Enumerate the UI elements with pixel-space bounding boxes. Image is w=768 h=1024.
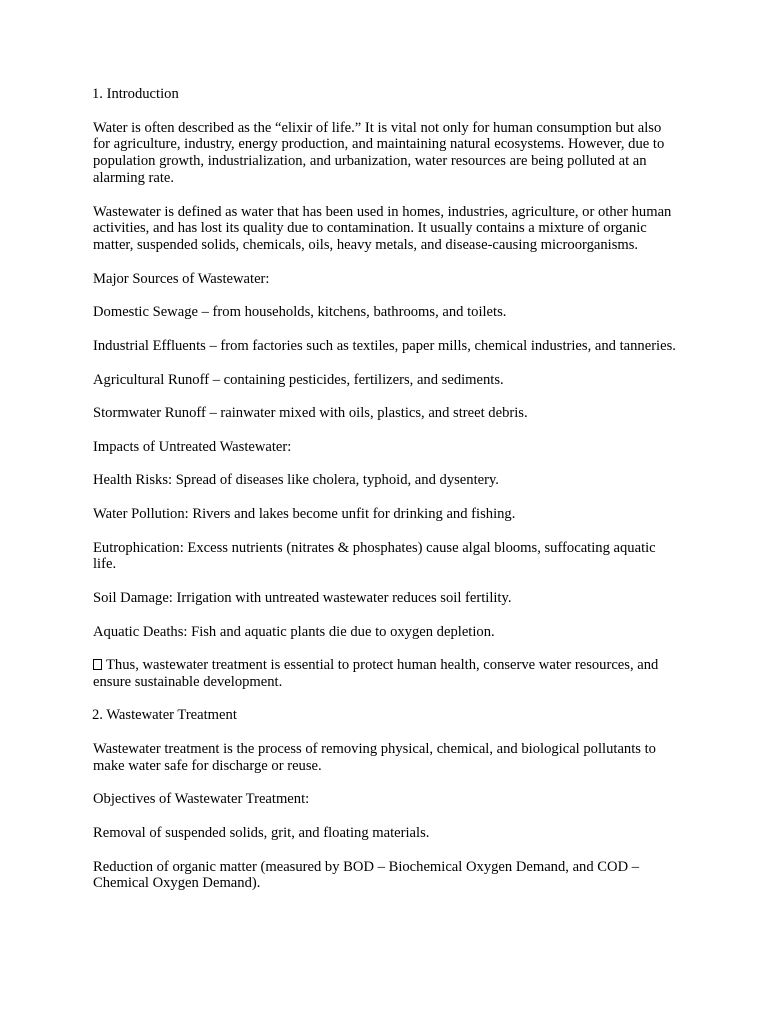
impact-item: Soil Damage: Irrigation with untreated wastewater reduces soil fertility. [93,589,512,606]
objective-item: Reduction of organic matter (measured by BOD – Biochemical Oxygen Demand, and COD – Chemical Oxygen Demand). [93,858,640,892]
impacts-heading: Impacts of Untreated Wastewater: [93,438,292,455]
source-item: Domestic Sewage – from households, kitchens, bathrooms, and toilets. [93,304,507,321]
conclusion-text: Thus, wastewater treatment is essential to protect human health, conserve water resources, and ensure sustainable development. [93,657,659,690]
source-item: Agricultural Runoff – containing pesticides, fertilizers, and sediments. [93,371,504,388]
sources-heading: Major Sources of Wastewater: [93,270,270,287]
impact-item: Aquatic Deaths: Fish and aquatic plants die due to oxygen depletion. [93,623,495,640]
impact-item: Health Risks: Spread of diseases like cholera, typhoid, and dysentery. [93,472,499,489]
conclusion-paragraph [93,657,678,691]
source-item: Stormwater Runoff – rainwater mixed with oils, plastics, and street debris. [93,405,528,422]
source-item: Industrial Effluents – from factories such as textiles, paper mills, chemical industries, and tanneries. [93,337,676,354]
section-heading-introduction: 1. Introduction [92,86,179,102]
impact-item: Eutrophication: Excess nutrients (nitrates & phosphates) cause algal blooms, suffocating aquatic life. [93,539,656,573]
objectives-heading: Objectives of Wastewater Treatment: [93,791,310,808]
objective-item: Removal of suspended solids, grit, and floating materials. [93,825,430,842]
document-page [93,86,678,909]
section-heading-wastewater-treatment: 2. Wastewater Treatment [92,707,237,724]
intro-paragraph-2: Wastewater is defined as water that has been used in homes, industries, agriculture, or other human activities, and has lost its quality due to contamination. It usually contains a mixture of organic matter, suspended solids, chemicals, oils, heavy metals, and disease-causing microorganisms. [93,203,672,254]
missing-glyph-icon [93,659,102,670]
impact-item: Water Pollution: Rivers and lakes become unfit for drinking and fishing. [93,505,516,522]
intro-paragraph-1: Water is often described as the “elixir of life.” It is vital not only for human consumption but also for agriculture, industry, energy production, and maintaining natural ecosystems. However, due to population growth, industrialization, and urbanization, water resources are being polluted at an alarming rate. [93,119,665,186]
treatment-paragraph-1: Wastewater treatment is the process of removing physical, chemical, and biological pollutants to make water safe for discharge or reuse. [93,741,656,774]
